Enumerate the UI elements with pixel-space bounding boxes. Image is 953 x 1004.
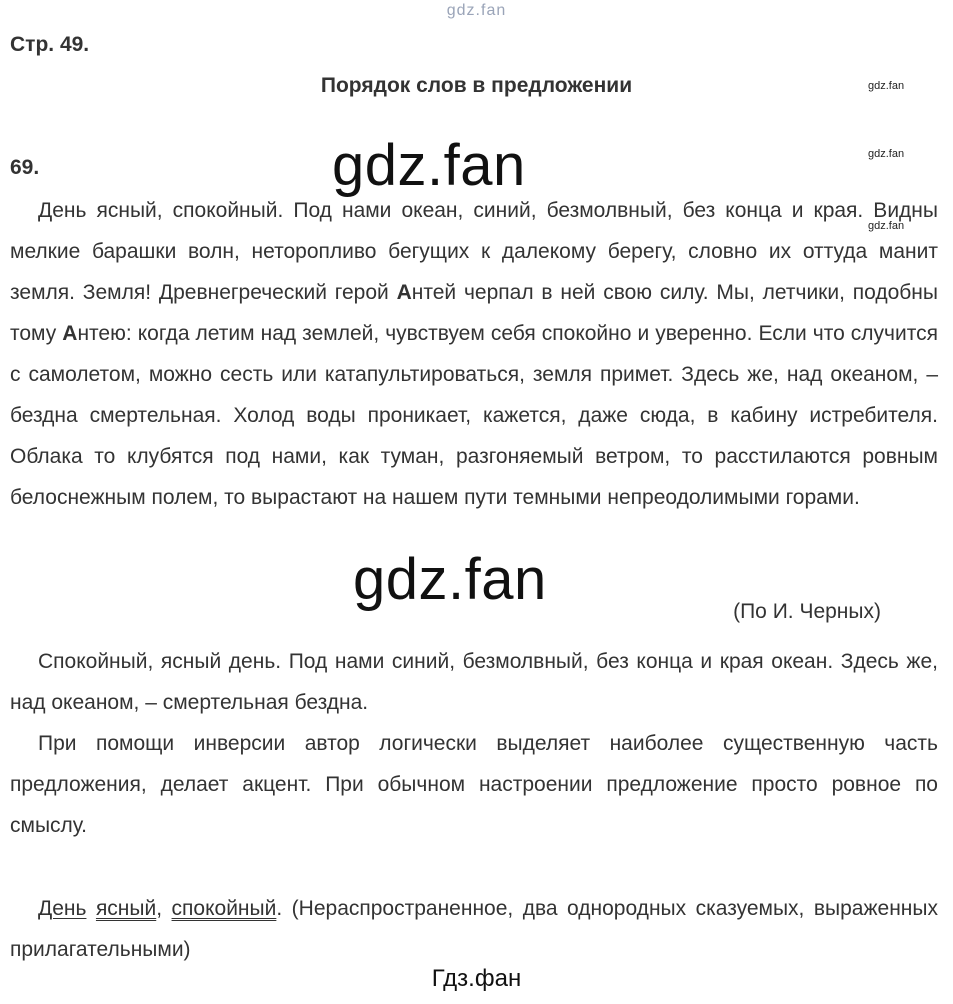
- parse-predicate-1: ясный: [95, 897, 157, 920]
- antey-initial-1: А: [396, 281, 412, 304]
- watermark-big-2: gdz.fan: [353, 547, 547, 612]
- watermark-small-1: gdz.fan: [868, 80, 905, 92]
- answer-paragraph-1: Спокойный, ясный день. Под нами синий, безмолвный, без конца и края океан. Здесь же, над океаном, – смертельная бездна.: [10, 650, 938, 714]
- parse-predicate-2: спокойный: [171, 897, 277, 920]
- antey-initial-2: А: [62, 322, 78, 345]
- author-attribution: (По И. Черных): [733, 600, 881, 623]
- watermark-small-2: gdz.fan: [868, 148, 905, 160]
- sentence-parse: [10, 888, 938, 970]
- answer-paragraph-2: При помощи инверсии автор логически выделяет наиболее существенную часть предложения, делает акцент. При обычном настроении предложение просто ровное по смыслу.: [10, 732, 938, 837]
- parse-comma: ,: [156, 897, 172, 920]
- parse-period: .: [276, 897, 283, 920]
- page-title: Порядок слов в предложении: [320, 74, 633, 97]
- watermark-top: gdz.fan: [446, 2, 507, 19]
- watermark-bottom: Гдз.фан: [431, 965, 522, 992]
- watermark-small-3: gdz.fan: [868, 220, 905, 232]
- watermark-big-1: gdz.fan: [332, 133, 526, 198]
- parse-subject: День: [38, 897, 87, 920]
- text-part-1: День ясный, спокойный. Под нами океан, синий, безмолвный, без конца и края. Видны мелкие барашки волн, неторопливо бегущих к далекому берегу, словно их оттуда манит земля. Земля! Древнегреческий герой: [10, 199, 938, 304]
- text-part-2: нтей черпал в ней свою силу. Мы, летчики, подобны тому: [10, 281, 938, 345]
- page-number: Стр. 49.: [10, 33, 90, 56]
- text-part-3: нтею: когда летим над землей, чувствуем себя спокойно и уверенно. Если что случится с самолетом, можно сесть или катапультироваться, земля примет. Здесь же, над океаном, – бездна смертельная. Холод воды проникает, кажется, даже сюда, в кабину истребителя. Облака то клубятся под нами, как туман, разгоняемый ветром, то расстилаются ровным белоснежным полем, то вырастают на нашем пути темными непреодолимыми горами.: [10, 322, 938, 509]
- exercise-text: [10, 190, 938, 518]
- parse-note: (Нераспространенное, два однородных сказуемых, выраженных прилагательными): [10, 897, 938, 961]
- exercise-number: 69.: [10, 156, 40, 179]
